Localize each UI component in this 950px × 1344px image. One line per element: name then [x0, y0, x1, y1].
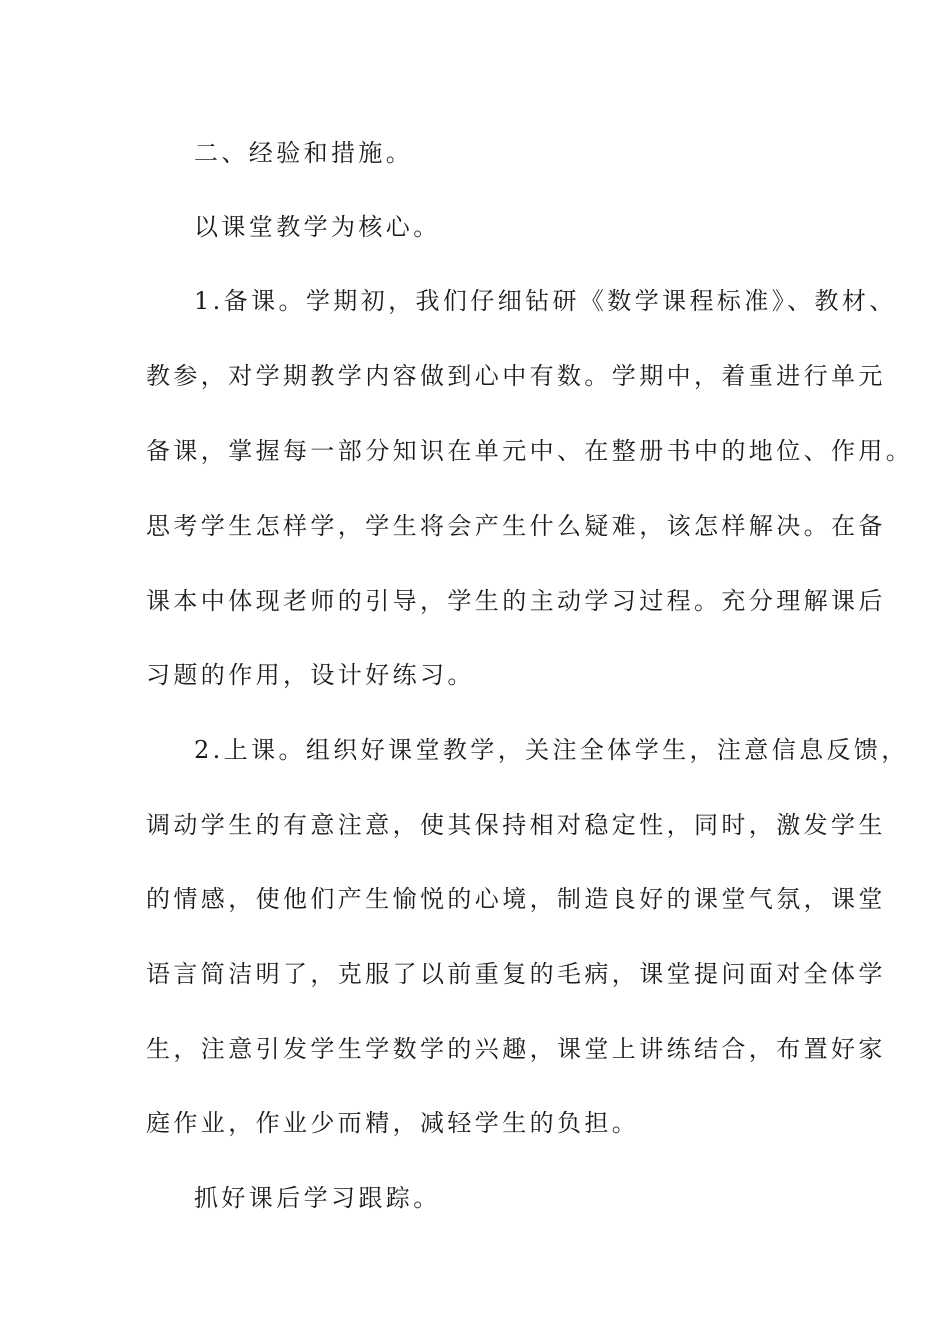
paragraph-line: 生，注意引发学生学数学的兴趣，课堂上讲练结合，布置好家: [146, 1035, 886, 1063]
subheading: 以课堂教学为核心。: [194, 213, 441, 241]
paragraph-line: 备课，掌握每一部分知识在单元中、在整册书中的地位、作用。: [146, 437, 914, 465]
paragraph-line: 教参，对学期教学内容做到心中有数。学期中，着重进行单元: [146, 362, 886, 390]
paragraph-line: 课本中体现老师的引导，学生的主动学习过程。充分理解课后: [146, 587, 886, 615]
paragraph-line: 调动学生的有意注意，使其保持相对稳定性，同时，激发学生: [146, 811, 886, 839]
paragraph-line: 语言简洁明了，克服了以前重复的毛病，课堂提问面对全体学: [146, 960, 886, 988]
paragraph-line: 思考学生怎样学，学生将会产生什么疑难，该怎样解决。在备: [146, 512, 886, 540]
paragraph-line: 的情感，使他们产生愉悦的心境，制造良好的课堂气氛，课堂: [146, 885, 886, 913]
paragraph-line: 2.上课。组织好课堂教学，关注全体学生，注意信息反馈，: [194, 736, 909, 764]
section-heading: 二、经验和措施。: [194, 139, 414, 167]
subheading: 抓好课后学习跟踪。: [194, 1184, 441, 1212]
paragraph-line: 1.备课。学期初，我们仔细钻研《数学课程标准》、教材、: [194, 287, 897, 315]
paragraph-line: 庭作业，作业少而精，减轻学生的负担。: [146, 1109, 640, 1137]
paragraph-line: 习题的作用，设计好练习。: [146, 661, 475, 689]
